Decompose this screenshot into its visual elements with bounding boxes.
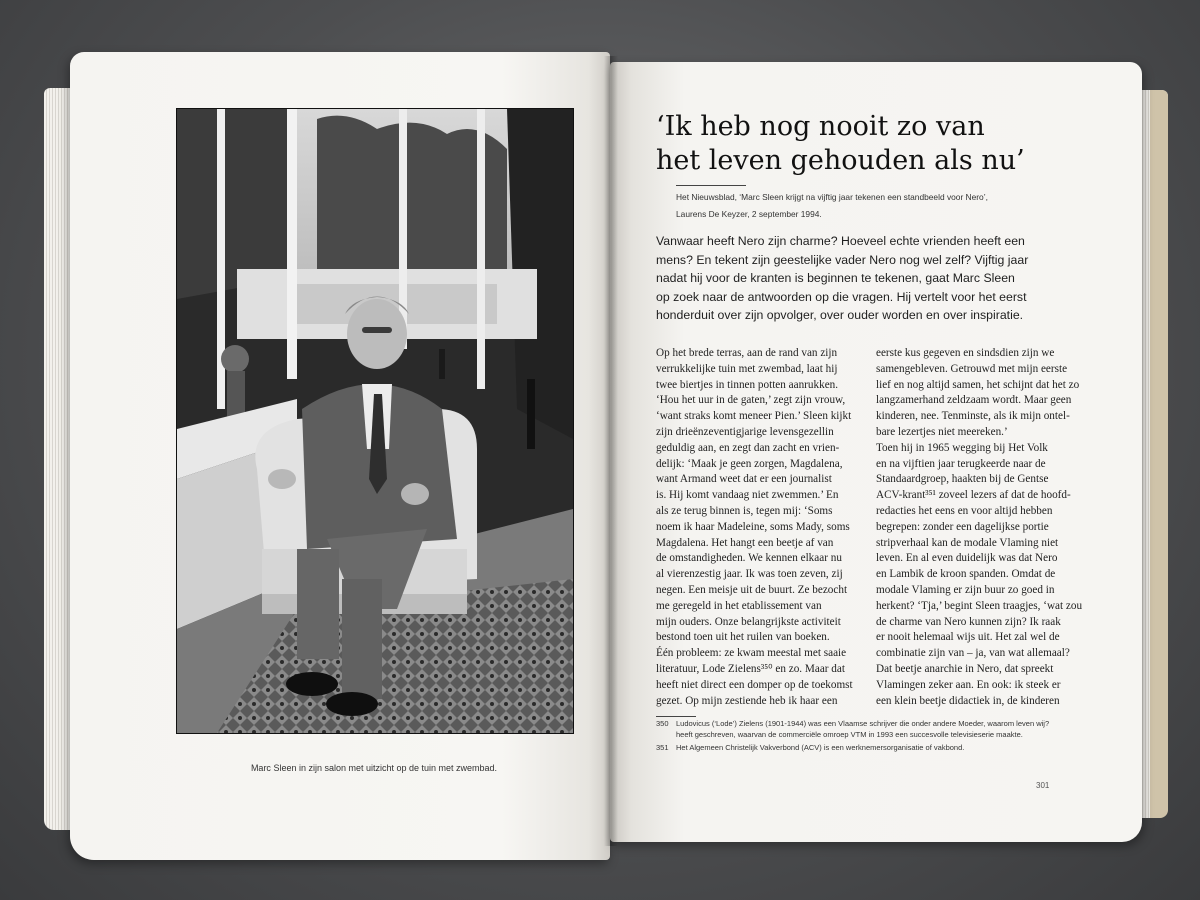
body-line: combinatie zijn van – ja, van wat allemaal? xyxy=(876,647,1070,660)
source-citation xyxy=(676,189,1096,223)
lead-line: op zoek naar de antwoorden op die vragen. Hij vertelt voor het eerst xyxy=(656,289,1027,304)
body-line: lief en nog altijd samen, het schijnt dat het zo xyxy=(876,378,1080,391)
body-line: eerste kus gegeven en sindsdien zijn we xyxy=(876,347,1055,359)
lead-line: mens? En tekent zijn geestelijke vader Nero nog wel zelf? Vijftig jaar xyxy=(656,252,1029,267)
body-line: zijn drieënzeventigjarige levensgezellin xyxy=(656,425,834,438)
footnote-text: Het Algemeen Christelijk Vakverbond (ACV) is een werknemersorganisatie of vakbond. xyxy=(676,743,965,752)
body-line: ACV-krant³⁵¹ zoveel lezers af dat de hoofd- xyxy=(876,489,1071,502)
body-line: twee biertjes in tinnen potten aanrukken. xyxy=(656,378,839,391)
body-line: delijk: ‘Maak je geen zorgen, Magdalena, xyxy=(656,457,843,470)
body-line: begrepen: zonder een dagelijkse portie xyxy=(876,520,1049,533)
body-line: Op het brede terras, aan de rand van zijn xyxy=(656,347,838,359)
source-line: Het Nieuwsblad, ‘Marc Sleen krijgt na vijftig jaar tekenen een standbeeld voor Nero’, xyxy=(676,192,988,202)
body-line: stripverhaal kan de modale Vlaming niet xyxy=(876,536,1059,549)
body-line: al vierenzestig jaar. Ik was toen zeven, zij xyxy=(656,568,843,581)
footnote-text: Ludovicus (‘Lode’) Zielens (1901-1944) was een Vlaamse schrijver die onder andere Moeder, waarom leven wij? xyxy=(676,719,1050,728)
footnote-rule xyxy=(656,716,696,717)
footnote xyxy=(656,742,1096,753)
body-line: samengebleven. Getrouwd met mijn eerste xyxy=(876,362,1068,375)
body-line: noem ik haar Madeleine, soms Mady, soms xyxy=(656,520,850,533)
title-line: het leven gehouden als nu’ xyxy=(656,145,1025,176)
photo-caption: Marc Sleen in zijn salon met uitzicht op de tuin met zwembad. xyxy=(250,763,498,773)
book-cover-edge xyxy=(1150,90,1168,818)
body-line: ‘Hou het uur in de gaten,’ zegt zijn vrouw, xyxy=(656,394,846,407)
lead-line: honderduit over zijn opvolger, over ouder worden en over inspiratie. xyxy=(656,308,1024,323)
page-number: 301 xyxy=(1036,781,1050,790)
source-rule xyxy=(676,185,746,186)
body-line: redacties het eens en voor altijd hebben xyxy=(876,504,1053,517)
book-gutter xyxy=(604,56,618,846)
body-line: Standaardgroep, haakten bij de Gentse xyxy=(876,473,1049,486)
body-column-left xyxy=(656,346,866,709)
body-line: mijn ouders. Onze belangrijkste activiteit xyxy=(656,615,841,628)
body-line: Magdalena. Het hangt een beetje af van xyxy=(656,536,834,549)
body-line: bare lezertjes niet meereken.’ xyxy=(876,425,1008,438)
body-line: er nooit helemaal wijs uit. Het zal wel de xyxy=(876,631,1060,644)
body-line: de charme van Nero kunnen zijn? Ik raak xyxy=(876,615,1061,628)
body-line: Toen hij in 1965 wegging bij Het Volk xyxy=(876,441,1048,454)
body-line: als ze terug binnen is, tegen mij: ‘Soms xyxy=(656,504,833,517)
body-line: ‘want straks komt meneer Pien.’ Sleen kijkt xyxy=(656,410,852,423)
footnote xyxy=(656,718,1096,740)
body-line: kinderen, nee. Tenminste, als ik mijn ontel- xyxy=(876,410,1070,423)
body-line: Vlamingen zeker aan. En ook: ik steek er xyxy=(876,678,1061,691)
body-line: gezet. Op mijn zestiende heb ik haar een xyxy=(656,694,838,707)
article-title xyxy=(656,110,1076,178)
body-column-right xyxy=(876,346,1086,709)
portrait-photo xyxy=(176,108,574,734)
body-line: bestond toen uit het ruilen van boeken. xyxy=(656,631,830,644)
title-line: ‘Ik heb nog nooit zo van xyxy=(656,111,985,142)
body-line: Dat beetje anarchie in Nero, dat spreekt xyxy=(876,662,1054,675)
body-line: de omstandigheden. We kennen elkaar nu xyxy=(656,552,842,565)
lead-paragraph xyxy=(656,232,1076,325)
source-line: Laurens De Keyzer, 2 september 1994. xyxy=(676,209,822,219)
body-line: is. Hij komt vandaag niet zwemmen.’ En xyxy=(656,489,839,502)
body-line: literatuur, Lode Zielens³⁵⁰ en zo. Maar dat xyxy=(656,662,845,675)
body-line: verrukkelijke tuin met zwembad, laat hij xyxy=(656,362,838,375)
body-line: modale Vlaming er zijn buur zo goed in xyxy=(876,583,1055,596)
footnote-number: 351 xyxy=(656,743,669,752)
body-line: leven. En al even duidelijk was dat Nero xyxy=(876,552,1058,565)
lead-line: nadat hij voor de kranten is beginnen te tekenen, gaat Marc Sleen xyxy=(656,271,1015,286)
body-line: negen. Een meisje uit de buurt. Ze bezocht xyxy=(656,583,848,596)
footnote-number: 350 xyxy=(656,719,669,728)
body-line: Één probleem: ze kwam meestal met saaie xyxy=(656,647,847,660)
footnote-text: heeft geschreven, waarvan de commerciële omroep VTM in 1993 een succesvolle televisieserie maakte. xyxy=(676,730,1023,739)
lead-line: Vanwaar heeft Nero zijn charme? Hoeveel echte vrienden heeft een xyxy=(656,234,1025,248)
body-line: heeft niet direct een domper op de toekomst xyxy=(656,678,853,691)
body-line: me geregeld in het etablissement van xyxy=(656,599,822,612)
body-line: herkent? ‘Tja,’ begint Sleen traagjes, ‘wat zou xyxy=(876,599,1083,612)
body-line: en Lambik de kroon spanden. Omdat de xyxy=(876,568,1056,581)
body-line: geduldig aan, en zegt dan zacht en vrien- xyxy=(656,441,840,454)
body-line: want Armand weet dat er een journalist xyxy=(656,473,832,486)
body-line: en na vijftien jaar terugkeerde naar de xyxy=(876,457,1046,470)
body-line: langzamerhand zeldzaam wordt. Maar geen xyxy=(876,394,1072,407)
body-line: een klein beetje didactiek in, de kinderen xyxy=(876,694,1060,707)
